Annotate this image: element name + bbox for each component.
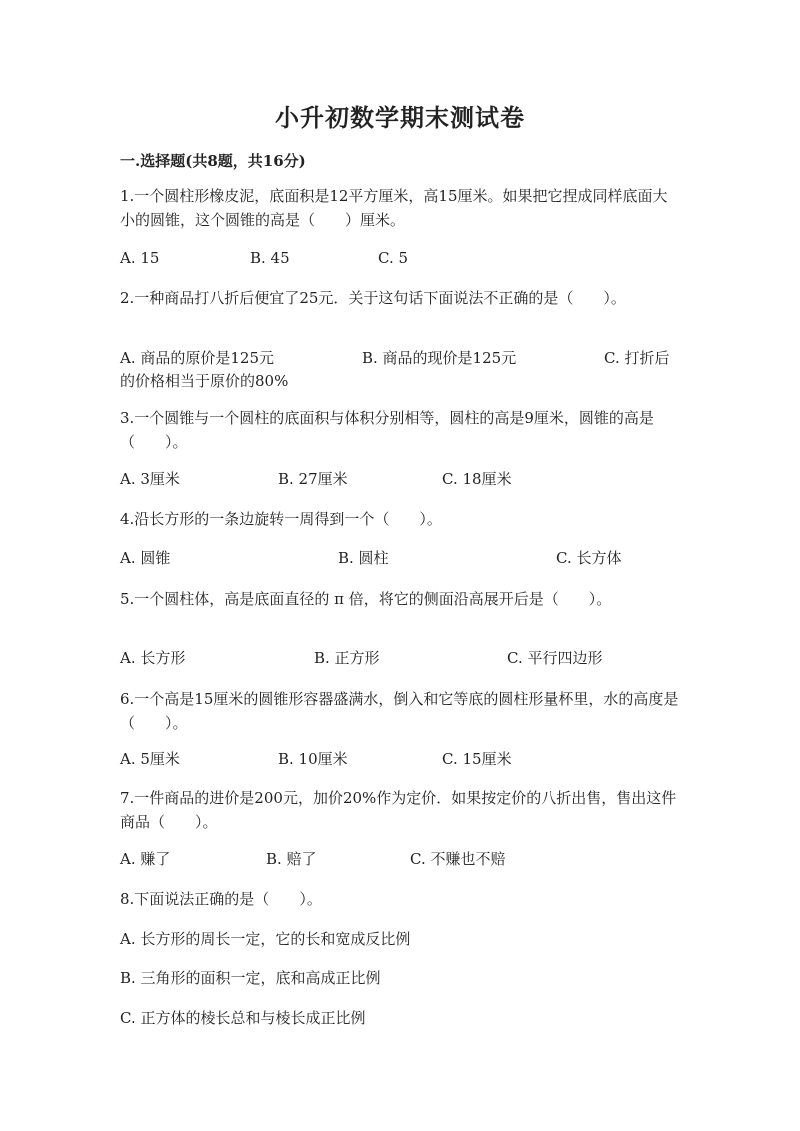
option-b: B. 正方形 [314,649,380,667]
option-b: B. 商品的现价是125元 [362,349,517,367]
option-c: C. 打折后 [604,349,670,367]
question-6: 6.一个高是15厘米的圆锥形容器盛满水，倒入和它等底的圆柱形量杯里，水的高度是（ ）。 [120,690,679,732]
option-a: A. 5厘米 [120,750,180,768]
option-c: C. 平行四边形 [507,649,603,667]
question-5: 5.一个圆柱体，高是底面直径的 π 倍，将它的侧面沿高展开后是（ ）。 [120,590,612,608]
option-b: B. 赔了 [266,850,317,868]
option-b: B. 27厘米 [278,470,348,488]
option-a: A. 赚了 [120,850,171,868]
question-7-options [120,847,680,871]
question-2-options [120,346,680,370]
question-4: 4.沿长方形的一条边旋转一周得到一个（ ）。 [120,510,442,528]
option-b: B. 10厘米 [278,750,348,768]
option-c: C. 不赚也不赔 [410,850,506,868]
option-c: C. 15厘米 [442,750,512,768]
option-c-continued: 的价格相当于原价的80% [120,372,289,390]
option-a: A. 3厘米 [120,470,180,488]
option-c: C. 18厘米 [442,470,512,488]
option-b: B. 45 [250,249,290,267]
question-6-options [120,747,680,771]
option-c: C. 5 [378,249,409,267]
option-c: C. 长方体 [556,549,622,567]
option-a: A. 15 [120,249,160,267]
question-8: 8.下面说法正确的是（ ）。 [120,890,322,908]
option-c: C. 正方体的棱长总和与棱长成正比例 [120,1009,366,1027]
option-b: B. 圆柱 [338,549,389,567]
question-2: 2.一种商品打八折后便宜了25元．关于这句话下面说法不正确的是（ ）。 [120,289,626,307]
question-1-options [120,246,680,270]
section-heading: 一.选择题(共8题，共16分) [120,152,306,170]
option-a: A. 商品的原价是125元 [120,349,274,367]
question-3-options [120,467,680,491]
question-7: 7.一件商品的进价是200元，加价20%作为定价．如果按定价的八折出售，售出这件商品（ ）。 [120,789,677,831]
option-a: A. 圆锥 [120,549,171,567]
question-1: 1.一个圆柱形橡皮泥，底面积是12平方厘米，高15厘米。如果把它捏成同样底面大小的圆锥，这个圆锥的高是（ ）厘米。 [120,187,668,229]
question-5-options [120,646,680,670]
option-a: A. 长方形 [120,649,186,667]
page-title: 小升初数学期末测试卷 [275,103,525,132]
option-b: B. 三角形的面积一定，底和高成正比例 [120,969,381,987]
question-3: 3.一个圆锥与一个圆柱的底面积与体积分别相等，圆柱的高是9厘米，圆锥的高是（ ）。 [120,409,654,451]
question-4-options [120,546,680,570]
option-a: A. 长方形的周长一定，它的长和宽成反比例 [120,930,411,948]
